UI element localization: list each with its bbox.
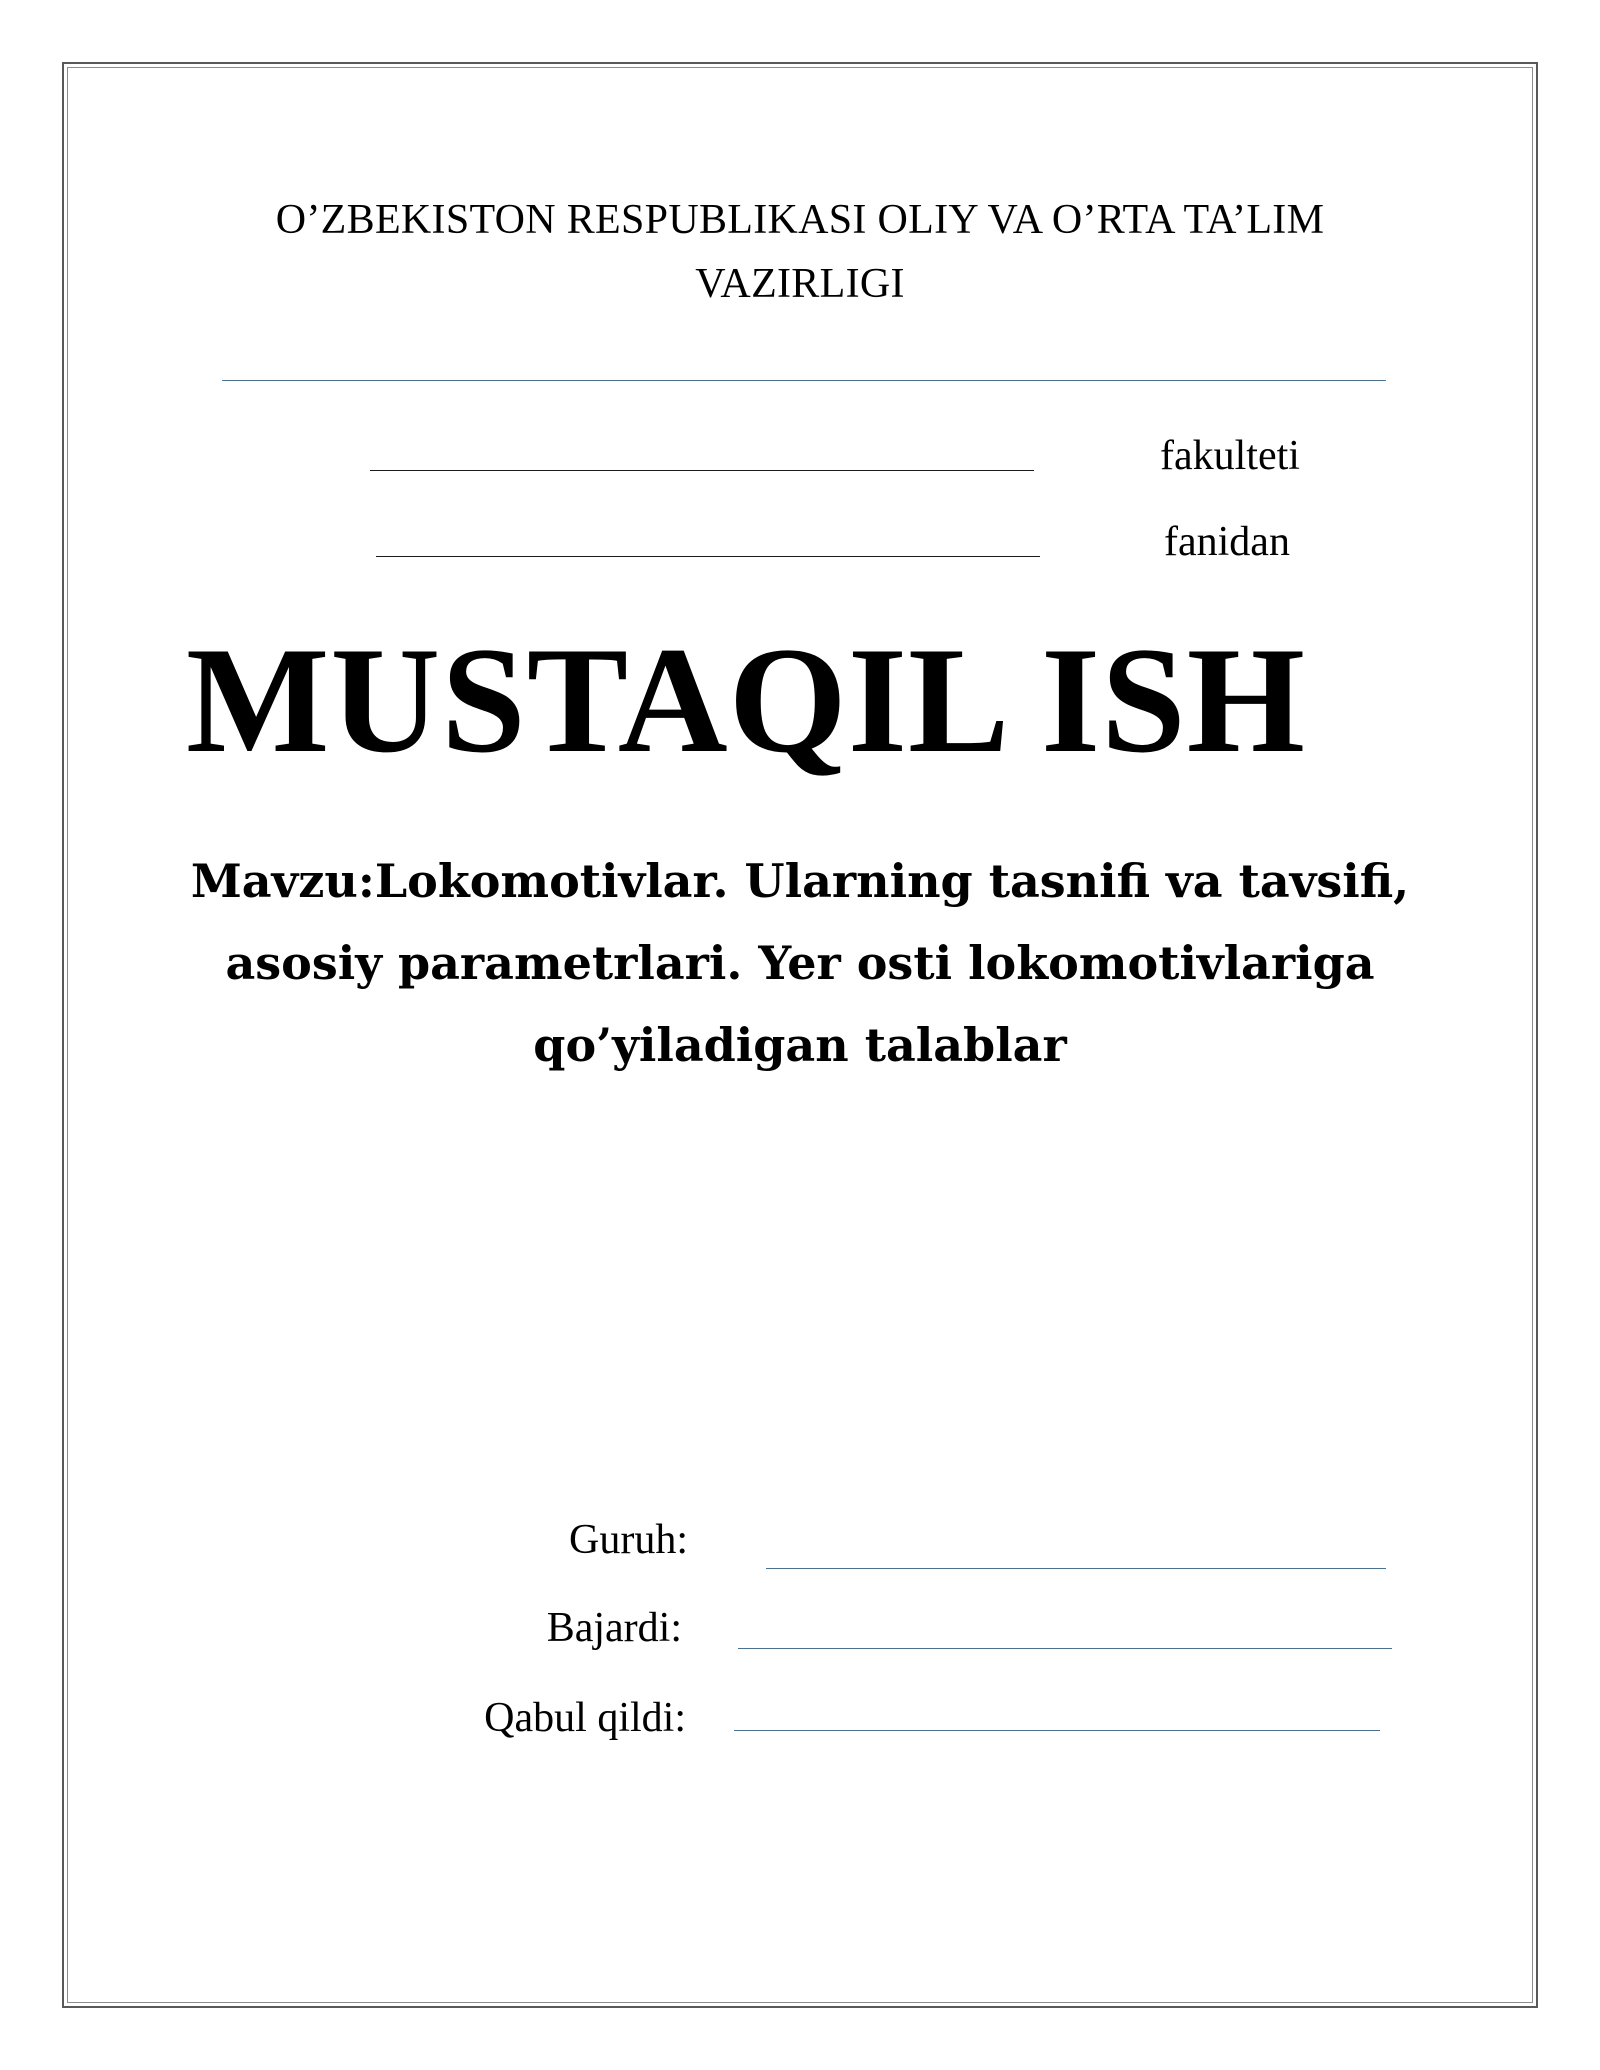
subject-label: fanidan bbox=[1164, 519, 1290, 565]
ministry-header bbox=[150, 188, 1450, 316]
accepted-label: Qabul qildi: bbox=[484, 1695, 686, 1741]
faculty-name-line bbox=[370, 470, 1034, 471]
subject-name-line bbox=[376, 556, 1040, 557]
group-line bbox=[766, 1568, 1386, 1569]
ministry-line-1: O’ZBEKISTON RESPUBLIKASI OLIY VA O’RTA TA’LIM bbox=[275, 197, 1325, 243]
university-name-line bbox=[222, 380, 1386, 381]
performed-label: Bajardi: bbox=[546, 1605, 682, 1651]
group-label: Guruh: bbox=[569, 1517, 688, 1563]
accepted-line bbox=[734, 1730, 1380, 1731]
faculty-label: fakulteti bbox=[1160, 433, 1300, 479]
document-title: MUSTAQIL ISH bbox=[186, 616, 1306, 784]
ministry-line-2: VAZIRLIGI bbox=[695, 261, 905, 307]
performed-line bbox=[738, 1648, 1392, 1649]
topic-text: Mavzu:Lokomotivlar. Ularning tasnifi va tavsifi, asosiy parametrlari. Yer osti lokomotivlariga qo’yiladigan talablar bbox=[190, 854, 1410, 1072]
